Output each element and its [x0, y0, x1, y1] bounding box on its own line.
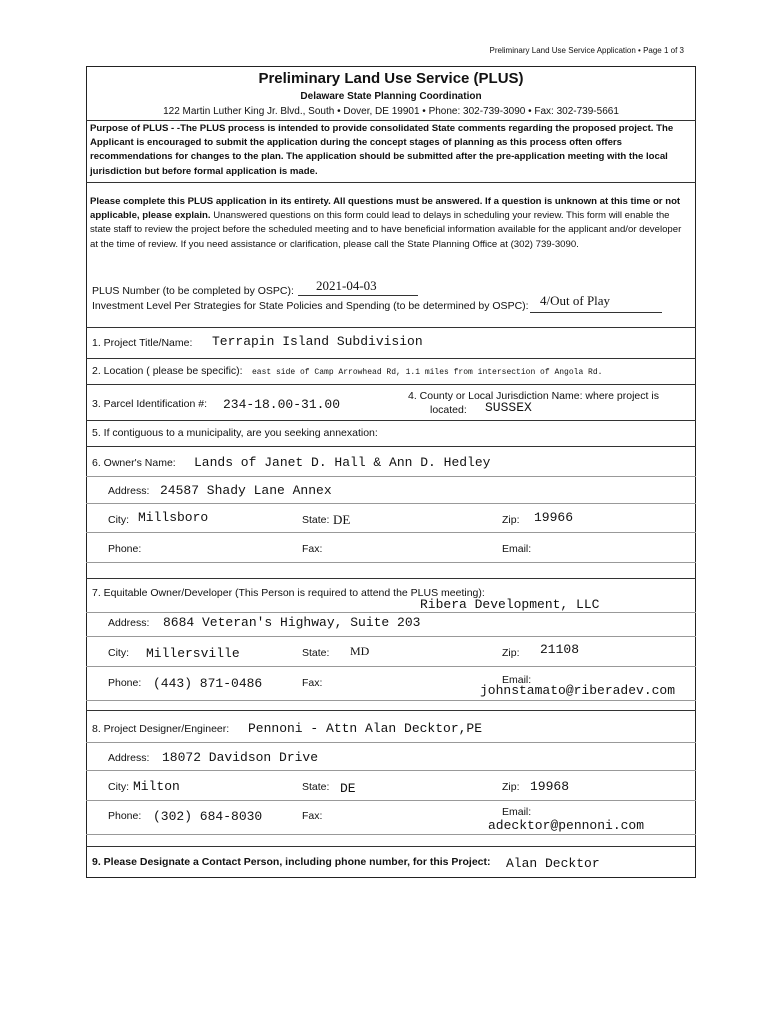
divider: [86, 700, 696, 701]
developer-state-value[interactable]: MD: [350, 644, 370, 658]
engineer-phone-label: Phone:: [108, 810, 142, 822]
engineer-fax-label: Fax:: [302, 810, 323, 822]
divider: [86, 182, 696, 183]
form-title: Preliminary Land Use Service (PLUS): [258, 70, 524, 87]
divider: [86, 666, 696, 667]
divider: [86, 800, 696, 801]
developer-email-value[interactable]: johnstamato@riberadev.com: [480, 683, 676, 698]
developer-address-label: Address:: [108, 617, 150, 629]
page-header-label: Preliminary Land Use Service Application • Page 1 of 3: [489, 46, 684, 55]
engineer-city-value[interactable]: Milton: [133, 779, 180, 794]
project-title-label: 1. Project Title/Name:: [92, 337, 193, 349]
owner-phone-label: Phone:: [108, 543, 142, 555]
location-value[interactable]: east side of Camp Arrowhead Rd, 1.1 miles from intersection of Angola Rd.: [252, 368, 603, 377]
developer-address-value[interactable]: 8684 Veteran's Highway, Suite 203: [163, 615, 421, 630]
divider: [86, 578, 696, 579]
divider: [86, 327, 696, 328]
divider: [86, 476, 696, 477]
jurisdiction-label: 4. County or Local Jurisdiction Name: where project is: [408, 390, 659, 402]
engineer-email-label: Email:: [502, 806, 532, 818]
owner-zip-label: Zip:: [502, 514, 520, 526]
engineer-name-value[interactable]: Pennoni - Attn Alan Decktor,PE: [248, 721, 483, 736]
divider: [86, 503, 696, 504]
owner-state-label: State:: [302, 514, 330, 526]
developer-zip-label: Zip:: [502, 647, 520, 659]
plus-number-label: PLUS Number (to be completed by OSPC):: [92, 285, 294, 297]
owner-email-label: Email:: [502, 543, 532, 555]
owner-city-value[interactable]: Millsboro: [138, 510, 209, 525]
engineer-state-value[interactable]: DE: [340, 781, 356, 796]
engineer-address-label: Address:: [108, 752, 150, 764]
divider: [86, 710, 696, 711]
engineer-address-value[interactable]: 18072 Davidson Drive: [162, 750, 319, 765]
engineer-city-label: City:: [108, 781, 129, 793]
parcel-id-value[interactable]: 234-18.00-31.00: [223, 397, 341, 412]
purpose-text: Purpose of PLUS - -The PLUS process is intended to provide consolidated State comments regarding the proposed project. The Applicant is encouraged to submit the application during the concept stages of planning as this process often offers recommendations for changes to the plan. The application should be submitted after the pre-application meeting with the local jurisdiction but before formal application is made.: [90, 123, 674, 177]
divider: [86, 770, 696, 771]
parcel-id-label: 3. Parcel Identification #:: [92, 398, 207, 410]
owner-address-label: Address:: [108, 485, 150, 497]
developer-name-value[interactable]: Ribera Development, LLC: [420, 597, 600, 612]
owner-zip-value[interactable]: 19966: [534, 510, 574, 525]
contact-person-label: 9. Please Designate a Contact Person, including phone number, for this Project:: [92, 856, 491, 868]
instructions-rest: Unanswered questions on this form could lead to delays in scheduling your review. This form will enable the state staff to review the project before the scheduled meeting and to have beneficial information available for the applicant and/or developer at the time of review. If you need assistance or clarification, please call the State Planning Office at (302) 739-3090.: [90, 210, 682, 250]
divider: [86, 846, 696, 847]
plus-number-value[interactable]: 2021-04-03: [316, 278, 377, 293]
divider: [86, 742, 696, 743]
project-title-value[interactable]: Terrapin Island Subdivision: [212, 334, 423, 349]
investment-level-underline: [530, 312, 662, 313]
owner-city-label: City:: [108, 514, 129, 526]
developer-fax-label: Fax:: [302, 677, 323, 689]
developer-city-value[interactable]: Millersville: [146, 646, 240, 661]
divider: [86, 612, 696, 613]
plus-number-underline: [298, 295, 418, 296]
owner-address-value[interactable]: 24587 Shady Lane Annex: [160, 483, 332, 498]
engineer-zip-label: Zip:: [502, 781, 520, 793]
office-address: 122 Martin Luther King Jr. Blvd., South • Dover, DE 19901 • Phone: 302-739-3090 • Fax: 302-739-5661: [163, 106, 619, 117]
engineer-state-label: State:: [302, 781, 330, 793]
divider: [86, 636, 696, 637]
developer-label: 7. Equitable Owner/Developer (This Person is required to attend the PLUS meeting):: [92, 587, 485, 599]
developer-email-label: Email:: [502, 674, 532, 686]
owner-name-label: 6. Owner's Name:: [92, 457, 176, 469]
engineer-email-value[interactable]: adecktor@pennoni.com: [488, 818, 645, 833]
developer-city-label: City:: [108, 647, 129, 659]
divider: [86, 562, 696, 563]
divider: [86, 834, 696, 835]
divider: [86, 358, 696, 359]
location-label: 2. Location ( please be specific):: [92, 365, 243, 377]
owner-state-value[interactable]: DE: [333, 512, 351, 527]
owner-fax-label: Fax:: [302, 543, 323, 555]
jurisdiction-value[interactable]: SUSSEX: [485, 400, 532, 415]
divider: [86, 384, 696, 385]
developer-zip-value[interactable]: 21108: [540, 642, 580, 657]
developer-phone-value[interactable]: (443) 871-0486: [153, 676, 263, 691]
engineer-label: 8. Project Designer/Engineer:: [92, 723, 230, 735]
investment-level-value[interactable]: 4/Out of Play: [540, 293, 611, 308]
divider: [86, 120, 696, 121]
owner-name-value[interactable]: Lands of Janet D. Hall & Ann D. Hedley: [194, 455, 491, 470]
annexation-label: 5. If contiguous to a municipality, are you seeking annexation:: [92, 427, 378, 439]
contact-person-value[interactable]: Alan Decktor: [506, 856, 600, 871]
engineer-phone-value[interactable]: (302) 684-8030: [153, 809, 263, 824]
investment-level-label: Investment Level Per Strategies for State Policies and Spending (to be determined by OSPC):: [92, 300, 529, 312]
developer-state-label: State:: [302, 647, 330, 659]
divider: [86, 446, 696, 447]
divider: [86, 420, 696, 421]
divider: [86, 532, 696, 533]
jurisdiction-label-2: located:: [430, 404, 467, 416]
instructions-bold: Please complete this PLUS application in its entirety. All questions must be answered. If a question is unknown at this time or not applicable, please explain.: [90, 196, 681, 222]
engineer-zip-value[interactable]: 19968: [530, 779, 570, 794]
instructions-text: [90, 195, 690, 252]
developer-phone-label: Phone:: [108, 677, 142, 689]
form-subtitle: Delaware State Planning Coordination: [300, 91, 482, 102]
